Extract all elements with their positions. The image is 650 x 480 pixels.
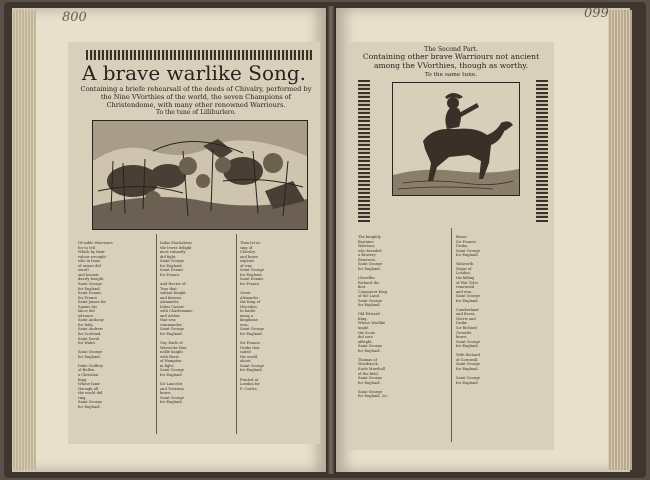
verse-line: Norris and: [456, 316, 476, 321]
book-gutter: [326, 6, 336, 474]
verse-line: Thomas of: [358, 357, 377, 362]
verse-line: London,: [456, 271, 471, 276]
verse-line: With Richard: [456, 353, 481, 358]
verse-line: And Hector of: [160, 282, 186, 287]
verse-line: that was: [160, 318, 176, 323]
verse-line: noble knight: [160, 350, 183, 355]
verse-line: for France.: [240, 282, 261, 287]
left-page-number: 800: [62, 10, 87, 25]
verse-line: Sir Lancelot: [160, 382, 183, 387]
right-column-1: [358, 226, 446, 444]
right-ornament-column: [536, 80, 548, 222]
verse-line: Duke Godfrey: [78, 363, 104, 368]
verse-line: F. Coules.: [240, 386, 258, 391]
verse-line: Which by their: [78, 250, 105, 255]
verse-line: commander,: [160, 322, 183, 327]
verse-line: Sir Richard: [456, 326, 477, 331]
verse-line: sing of: [240, 245, 253, 250]
verse-line: valiant Knight: [160, 291, 186, 296]
battle-woodcut-drawing: [93, 121, 307, 229]
verse-line: and Tristram: [160, 386, 184, 391]
verse-line: affright,: [358, 339, 373, 344]
verse-line: dearly bought: [78, 277, 104, 282]
verse-line: for England.: [78, 404, 101, 409]
verse-line: Guy Earle of: [160, 341, 183, 346]
verse-line: and Essex,: [456, 312, 476, 317]
verse-line: Brave: [456, 235, 467, 240]
verse-line: for England.: [456, 298, 479, 303]
verse-line: sailed: [240, 350, 251, 355]
right-page-edges: [608, 10, 632, 470]
verse-line: the killing: [456, 276, 475, 281]
verse-line: Whose Warlike: [358, 321, 386, 326]
verse-line: for England.: [240, 332, 263, 337]
verse-line: for England.: [160, 372, 183, 377]
verse-line: about,: [240, 359, 252, 364]
column-rule: [236, 234, 237, 434]
verse-line: Chivalry: [240, 250, 256, 255]
verse-line: might: [358, 326, 369, 331]
verse-line: The knightly: [358, 235, 381, 240]
verse-line: with Charlemaine: [160, 309, 193, 314]
verse-line: Saint George: [78, 350, 102, 355]
equestrian-woodcut-drawing: [393, 83, 519, 195]
verse-line: Saint George: [456, 294, 480, 299]
verse-line: of Cornwall,: [456, 357, 479, 362]
column-rule: [451, 228, 452, 442]
verse-line: Saint George: [358, 376, 382, 381]
verse-line: Saint George: [78, 400, 102, 405]
verse-line: who in feats: [78, 259, 101, 264]
left-subtitle: Containing a briefe rehearsall of the deeds of Chivalry, performed by the Nine VVorthies of the world, the seven Champions of Christendome, with many other renowned Warriours.: [80, 85, 312, 109]
verse-line: of Bullen: [78, 368, 95, 373]
verse-line: with Bevis: [160, 354, 179, 359]
verse-line: most valiantly: [160, 250, 186, 255]
verse-line: Saint George: [78, 282, 102, 287]
verse-line: a Christian: [78, 372, 99, 377]
verse-line: Printed at: [240, 377, 259, 382]
verse-line: Warriour,: [358, 244, 376, 249]
verse-line: Saint Dennis: [78, 291, 102, 296]
left-title: A brave warlike Song.: [81, 61, 307, 85]
verse-line: for England,: [160, 263, 183, 268]
verse-line: Saint George: [160, 327, 184, 332]
left-ornament-column: [358, 80, 370, 222]
verse-line: of armes did: [78, 263, 101, 268]
verse-line: Saint David: [78, 336, 100, 341]
verse-line: Drake,: [456, 244, 469, 249]
verse-line: Whose fame: [78, 382, 101, 387]
verse-line: for England.: [358, 303, 381, 308]
verse-line: for England,: [240, 272, 263, 277]
verse-line: Woodstock,: [358, 362, 379, 367]
left-tune: To the tune of Lilliburlero.: [155, 109, 237, 116]
verse-line: for England.: [358, 348, 381, 353]
verse-line: Major of: [456, 266, 472, 271]
right-page-number: 099: [584, 6, 609, 21]
verse-line: Saint George: [456, 362, 480, 367]
verse-line: valour wrought: [78, 254, 106, 259]
verse-line: Renowne,: [358, 257, 376, 262]
verse-line: Saint George: [240, 268, 264, 273]
verse-line: Saint Dennis: [240, 277, 264, 282]
equestrian-woodcut: [392, 82, 520, 196]
verse-line: Saint James for: [78, 300, 106, 305]
verse-line: Saint George: [160, 368, 184, 373]
verse-line: the Scots: [358, 330, 375, 335]
verse-line: Drake: [456, 321, 468, 326]
verse-line: for England.: [456, 253, 479, 258]
verse-line: and famous: [160, 295, 182, 300]
verse-line: renowned: [456, 285, 475, 290]
verse-line: Earle Marshall: [358, 366, 386, 371]
verse-line: the Iewes delight: [160, 245, 192, 250]
verse-line: for Scotland,: [78, 332, 102, 337]
verse-line: excell: [78, 268, 89, 273]
verse-line: London for: [240, 382, 260, 387]
verse-line: Of noble Warriours: [78, 241, 113, 246]
verse-line: who founded: [358, 248, 382, 253]
verse-line: King,: [358, 316, 368, 321]
verse-line: for France.: [78, 295, 99, 300]
verse-line: lance did: [78, 309, 95, 314]
verse-line: Conqueror King: [358, 289, 388, 294]
verse-line: Saint Andrew: [78, 327, 103, 332]
verse-line: for England.: [358, 266, 381, 271]
verse-line: for England.: [160, 400, 183, 405]
verse-line: King: [78, 377, 87, 382]
verse-line: for England.: [456, 380, 479, 385]
verse-line: Old Edward: [358, 312, 380, 317]
verse-line: for France.: [160, 272, 181, 277]
verse-line: Saint George: [160, 395, 184, 400]
verse-line: Sir Francis: [240, 341, 261, 346]
right-tune: To the same tune.: [424, 72, 478, 78]
verse-line: for England,: [78, 286, 101, 291]
verse-line: Walworth: [456, 262, 474, 267]
battle-woodcut: [92, 120, 308, 230]
verse-line: Saint George: [240, 327, 264, 332]
verse-line: Grenvile: [456, 330, 472, 335]
verse-line: Great: [240, 291, 251, 296]
verse-line: for Wales.: [78, 341, 97, 346]
column-rule: [156, 234, 157, 434]
verse-line: Brytaine: [358, 239, 374, 244]
verse-line: for England, &c.: [358, 394, 389, 399]
verse-line: ring,: [78, 395, 87, 400]
right-title: Containing other brave Warriours not ancient among the VVorthies, though as worthy.: [362, 52, 540, 70]
verse-line: many a: [240, 313, 254, 318]
verse-line: Saint George: [240, 363, 264, 368]
left-page-edges: [12, 10, 36, 470]
verse-line: Iudas Machabeus: [160, 241, 193, 246]
verse-line: for England.: [358, 380, 381, 385]
right-column-2: [456, 226, 548, 444]
verse-line: Sir Francis: [456, 239, 477, 244]
verse-line: the King of: [240, 300, 261, 305]
verse-line: Alexander,: [160, 300, 180, 305]
verse-line: for England.: [240, 368, 263, 373]
verse-line: the world: [240, 354, 258, 359]
verse-line: Saint George: [358, 344, 382, 349]
verse-line: of the Land,: [358, 294, 380, 299]
verse-line: Saint Dennis: [160, 268, 184, 273]
verse-line: of Wat Tyler: [456, 280, 479, 285]
verse-line: Iulius Caesar: [160, 304, 185, 309]
verse-line: Saint George: [456, 339, 480, 344]
left-ornament-border: [86, 50, 314, 60]
verse-line: brave,: [160, 391, 172, 396]
verse-line: In battle: [240, 309, 256, 314]
verse-line: Saint George: [358, 298, 382, 303]
verse-line: first: [358, 285, 366, 290]
verse-line: Warwicke that: [160, 345, 187, 350]
verse-line: for England.: [78, 354, 101, 359]
right-part-label: The Second Part.: [424, 46, 478, 53]
verse-line: exploits: [240, 259, 255, 264]
left-column-3: [240, 232, 314, 436]
left-column-1: [78, 232, 154, 436]
verse-line: kingdome: [240, 318, 258, 323]
verse-line: Saint George: [160, 259, 184, 264]
verse-line: Llewellin: [358, 276, 375, 281]
verse-line: for to tell: [78, 245, 95, 250]
verse-line: won,: [240, 322, 249, 327]
verse-line: a Bravery: [358, 253, 376, 258]
verse-line: did sore: [358, 335, 373, 340]
verse-line: Troy that: [160, 286, 177, 291]
verse-line: Spaine his: [78, 304, 97, 309]
verse-line: of Hampton: [160, 359, 182, 364]
left-column-2: [160, 232, 234, 436]
verse-line: Macedon,: [240, 304, 258, 309]
verse-line: for England.: [456, 344, 479, 349]
verse-line: the world did: [78, 391, 103, 396]
verse-line: Then let us: [240, 241, 261, 246]
verse-line: Richard the: [358, 280, 380, 285]
verse-line: of war,: [240, 263, 253, 268]
verse-line: did fight,: [160, 254, 177, 259]
verse-line: advance,: [78, 313, 95, 318]
verse-line: for Italy,: [78, 322, 94, 327]
verse-line: through all: [78, 386, 99, 391]
verse-line: for England.: [160, 332, 183, 337]
verse-line: and won,: [456, 289, 473, 294]
verse-line: in fight,: [160, 363, 175, 368]
verse-line: and brave: [240, 254, 259, 259]
verse-line: of the field,: [358, 371, 379, 376]
verse-line: Saint Anthony: [78, 318, 104, 323]
verse-line: Saint George: [358, 389, 382, 394]
verse-line: Alexander: [240, 295, 259, 300]
verse-line: and Arthur: [160, 313, 181, 318]
verse-line: Saint George: [456, 248, 480, 253]
verse-line: and honour: [78, 272, 99, 277]
verse-line: Cumberland: [456, 307, 479, 312]
verse-line: Saint George: [358, 262, 382, 267]
verse-line: for England.: [456, 366, 479, 371]
verse-line: brave,: [456, 335, 468, 340]
verse-line: Saint George: [456, 376, 480, 381]
verse-line: Drake that: [240, 345, 260, 350]
